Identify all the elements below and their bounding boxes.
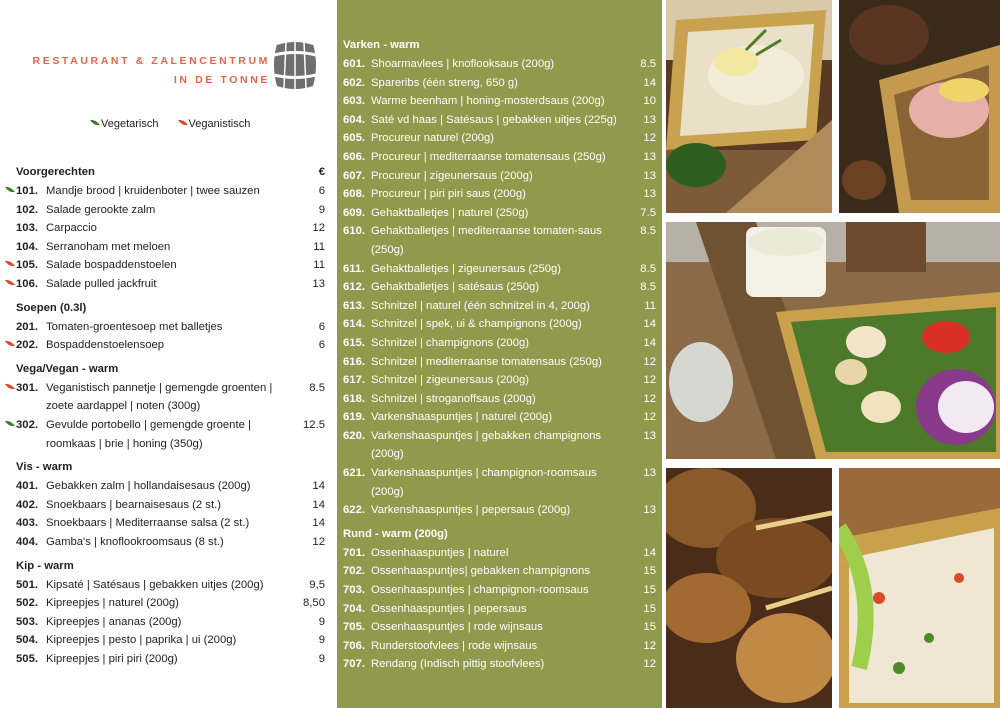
item-num: 612. (343, 281, 365, 294)
item-num: 202. (16, 339, 38, 352)
menu-item (337, 371, 662, 390)
menu-item (337, 544, 662, 563)
diet-mark (0, 201, 16, 220)
item-price: 13 (643, 150, 656, 163)
section-gap (0, 668, 337, 673)
menu-item (0, 256, 337, 275)
menu-item (337, 129, 662, 148)
restaurant-name (15, 52, 270, 90)
item-num: 606. (343, 150, 365, 163)
barrel-logo-icon (271, 38, 319, 92)
section-title: Voorgerechten (16, 166, 95, 178)
menu-item (337, 427, 662, 464)
food-photo-collage (662, 0, 1000, 708)
item-name: Gamba's | knoflookroomsaus (8 st.) (46, 535, 224, 548)
item-num: 403. (16, 517, 38, 530)
item-num: 618. (343, 392, 365, 405)
item-name: Procureur | mediterraanse tomatensaus (250g) (371, 150, 606, 163)
menu-item (0, 477, 337, 496)
menu-item (337, 334, 662, 353)
item-price: 12 (643, 658, 656, 671)
item-name: Schnitzel | naturel (één schnitzel in 4, 200g) (371, 299, 590, 312)
item-name: Saté vd haas | Satésaus | gebakken uitjes (225g) (371, 113, 617, 126)
brand-line-2: IN DE TONNE (173, 74, 270, 86)
item-name: Gevulde portobello | gemengde groente | roomkaas | brie | honing (350g) (46, 418, 251, 450)
currency-label: € (318, 166, 325, 178)
menu-item (337, 74, 662, 93)
item-num: 603. (343, 95, 365, 108)
item-name: Rendang (Indisch pittig stoofvlees) (371, 658, 545, 671)
vegan-leaf-icon (5, 340, 15, 347)
menu-item (337, 464, 662, 501)
item-price: 15 (643, 621, 656, 634)
item-price: 13 (643, 113, 656, 126)
item-name: Kipreepjes | piri piri (200g) (46, 652, 178, 665)
menu-item (337, 204, 662, 223)
menu-item (337, 562, 662, 581)
diet-mark (0, 631, 16, 650)
item-price: 12 (643, 132, 656, 145)
vegetarian-leaf-icon (5, 420, 15, 427)
item-num: 502. (16, 597, 38, 610)
item-num: 503. (16, 615, 38, 628)
diet-mark (0, 256, 16, 275)
item-price: 14 (643, 76, 656, 89)
item-name: Carpaccio (46, 222, 97, 235)
diet-mark (0, 318, 16, 337)
vegan-leaf-icon (5, 260, 15, 267)
item-name: Spareribs (één streng, 650 g) (371, 76, 518, 89)
item-num: 402. (16, 498, 38, 511)
item-price: 8.5 (640, 281, 656, 294)
menu-item (0, 514, 337, 533)
item-price: 8.5 (640, 262, 656, 275)
item-num: 617. (343, 374, 365, 387)
item-price: 13 (643, 169, 656, 182)
menu-item (337, 297, 662, 316)
item-num: 621. (343, 467, 365, 480)
diet-mark (0, 613, 16, 632)
menu-item (0, 533, 337, 552)
section-title: Vega/Vegan - warm (16, 362, 119, 375)
currency-label (297, 458, 325, 477)
item-price: 15 (643, 584, 656, 597)
item-name: Gehaktballetjes | mediterraanse tomaten-saus (250g) (371, 225, 602, 256)
item-price: 9 (318, 634, 325, 647)
menu-item (0, 238, 337, 257)
item-num: 103. (16, 222, 38, 235)
item-price: 6 (318, 185, 325, 197)
item-name: Schnitzel | zigeunersaus (200g) (371, 374, 530, 387)
item-num: 504. (16, 634, 38, 647)
item-price: 14 (643, 318, 656, 331)
item-price: 12 (312, 535, 325, 548)
item-price: 14 (643, 336, 656, 349)
item-name: Kipreepjes | pesto | paprika | ui (200g) (46, 634, 237, 647)
item-num: 501. (16, 578, 38, 591)
item-num: 704. (343, 602, 365, 615)
item-name: Salade gerookte zalm (46, 203, 156, 216)
menu-item (0, 496, 337, 515)
section-heading (0, 557, 337, 576)
menu-item (337, 55, 662, 74)
item-price: 8.5 (640, 58, 656, 70)
item-price: 15 (643, 602, 656, 615)
diet-mark (0, 275, 16, 294)
item-name: Salade pulled jackfruit (46, 277, 157, 290)
menu-item (337, 637, 662, 656)
photo-sate-dish (666, 468, 832, 708)
item-price: 13 (643, 429, 656, 442)
section-heading: Rund - warm (200g) (343, 527, 448, 540)
currency-label (297, 557, 325, 576)
item-price: 12 (643, 392, 656, 405)
item-num: 607. (343, 169, 365, 182)
item-price: 12 (643, 355, 656, 368)
item-name: Procureur naturel (200g) (371, 132, 495, 145)
item-price: 13 (643, 188, 656, 201)
diet-mark (0, 238, 16, 257)
menu-item (337, 618, 662, 637)
section-gap (337, 674, 662, 679)
menu-item (0, 336, 337, 355)
item-price: 9 (318, 652, 325, 665)
diet-mark (0, 336, 16, 355)
item-name: Snoekbaars | Mediterraanse salsa (2 st.) (46, 517, 250, 530)
item-name: Tomaten-groentesoep met balletjes (46, 320, 223, 333)
section-heading (0, 299, 337, 318)
item-num: 610. (343, 225, 365, 238)
item-price: 7.5 (640, 206, 656, 219)
item-num: 605. (343, 132, 365, 145)
item-num: 705. (343, 621, 365, 634)
item-price: 6 (318, 320, 325, 333)
item-num: 616. (343, 355, 365, 368)
photo-salad-dish (666, 222, 1000, 459)
item-price: 9 (318, 615, 325, 628)
menu-item (337, 408, 662, 427)
menu-item (337, 92, 662, 111)
item-name: Ossenhaaspuntjes | naturel (371, 546, 509, 559)
item-num: 611. (343, 262, 365, 275)
menu-item (337, 353, 662, 372)
item-num: 604. (343, 113, 365, 126)
menu-item (0, 416, 337, 453)
menu-item (0, 631, 337, 650)
item-price: 10 (643, 95, 656, 108)
photo-ham-dish (839, 0, 1000, 213)
item-price: 12 (643, 374, 656, 387)
item-num: 401. (16, 480, 38, 493)
section-heading (0, 163, 337, 182)
item-num: 707. (343, 658, 365, 671)
legend-vegetarian: Vegetarisch (90, 118, 166, 130)
item-num: 706. (343, 639, 365, 652)
section-heading (0, 458, 337, 477)
item-price: 12.5 (303, 418, 325, 431)
item-price: 12 (312, 222, 325, 235)
item-name: Salade bospaddenstoelen (46, 259, 177, 272)
vegetarian-leaf-icon (5, 186, 15, 193)
vegan-leaf-icon (178, 119, 188, 126)
diet-mark (0, 416, 16, 453)
item-name: Shoarmavlees | knoflooksaus (200g) (371, 58, 555, 70)
menu-item (337, 390, 662, 409)
left-menu-list (0, 163, 337, 673)
item-price: 8,50 (303, 597, 325, 610)
menu-item (0, 613, 337, 632)
section-title: Soepen (0.3l) (16, 301, 87, 314)
menu-item (0, 576, 337, 595)
item-num: 614. (343, 318, 365, 331)
item-name: Kipsaté | Satésaus | gebakken uitjes (200g) (46, 578, 264, 591)
item-name: Gehaktballetjes | satésaus (250g) (371, 281, 540, 294)
item-num: 104. (16, 240, 38, 253)
item-num: 620. (343, 429, 365, 442)
diet-mark (0, 496, 16, 515)
section-heading: Varken - warm (343, 39, 420, 51)
item-num: 201. (16, 320, 38, 333)
item-name: Ossenhaaspuntjes | rode wijnsaus (371, 621, 543, 634)
menu-item (0, 182, 337, 201)
item-name: Ossenhaaspuntjes| gebakken champignons (371, 565, 590, 578)
menu-item (0, 219, 337, 238)
menu-item (0, 379, 337, 416)
item-name: Ossenhaaspuntjes | champignon-roomsaus (371, 584, 589, 597)
diet-mark (0, 219, 16, 238)
menu-item (337, 148, 662, 167)
item-name: Gehaktballetjes | naturel (250g) (371, 206, 529, 219)
item-price: 14 (312, 480, 325, 493)
item-num: 505. (16, 652, 38, 665)
menu-item (337, 501, 662, 520)
menu-item (0, 650, 337, 669)
item-name: Kipreepjes | naturel (200g) (46, 597, 179, 610)
item-num: 609. (343, 206, 365, 219)
diet-mark (0, 533, 16, 552)
brand-line-1: RESTAURANT & ZALENCENTRUM (32, 55, 270, 67)
item-num: 301. (16, 381, 38, 394)
menu-item (0, 594, 337, 613)
menu-item (337, 278, 662, 297)
item-name: Schnitzel | spek, ui & champignons (200g) (371, 318, 582, 331)
menu-item (0, 318, 337, 337)
item-price: 11 (644, 299, 656, 312)
item-price: 15 (643, 565, 656, 578)
item-name: Schnitzel | champignons (200g) (371, 336, 530, 349)
item-name: Snoekbaars | bearnaisesaus (2 st.) (46, 498, 221, 511)
item-num: 101. (16, 185, 38, 197)
item-num: 701. (343, 546, 365, 559)
diet-mark (0, 650, 16, 669)
item-name: Gehaktballetjes | zigeunersaus (250g) (371, 262, 562, 275)
diet-mark (0, 379, 16, 416)
item-name: Bospaddenstoelensoep (46, 339, 165, 352)
menu-item (0, 201, 337, 220)
item-price: 13 (643, 467, 656, 480)
item-price: 14 (643, 546, 656, 559)
item-name: Varkenshaaspuntjes | champignon-roomsaus (200g) (371, 467, 597, 498)
middle-menu-list (337, 36, 662, 679)
menu-item (337, 581, 662, 600)
item-price: 14 (312, 498, 325, 511)
menu-item (337, 315, 662, 334)
item-name: Varkenshaaspuntjes | pepersaus (200g) (371, 504, 571, 517)
middle-menu-column (337, 0, 662, 708)
menu-item (337, 185, 662, 204)
section-title: Kip - warm (16, 559, 74, 572)
menu-item (337, 600, 662, 619)
photo-fish-dish (666, 0, 832, 213)
item-name: Procureur | piri piri saus (200g) (371, 188, 526, 201)
section-heading (0, 360, 337, 379)
item-num: 302. (16, 418, 38, 431)
item-num: 102. (16, 203, 38, 216)
item-num: 619. (343, 411, 365, 424)
menu-item (337, 260, 662, 279)
item-num: 613. (343, 299, 365, 312)
item-name: Schnitzel | mediterraanse tomatensaus (250g) (371, 355, 602, 368)
menu-item (337, 167, 662, 186)
legend-vegan: Veganistisch (178, 118, 259, 130)
item-name: Serranoham met meloen (46, 240, 171, 253)
item-num: 404. (16, 535, 38, 548)
item-price: 11 (313, 259, 325, 272)
item-num: 106. (16, 277, 38, 290)
diet-legend (90, 118, 266, 130)
item-price: 12 (643, 639, 656, 652)
item-name: Gebakken zalm | hollandaisesaus (200g) (46, 480, 251, 493)
item-num: 602. (343, 76, 365, 89)
menu-item (0, 275, 337, 294)
item-num: 703. (343, 584, 365, 597)
left-menu-column (0, 0, 337, 708)
item-price: 13 (312, 277, 325, 290)
section-title: Vis - warm (16, 461, 73, 474)
menu-item (337, 222, 662, 259)
item-name: Varkenshaaspuntjes | gebakken champignons (200g) (371, 429, 602, 461)
item-price: 9,5 (309, 578, 325, 591)
item-name: Veganistisch pannetje | gemengde groenten | zoete aardappel | noten (300g) (46, 381, 273, 413)
vegan-leaf-icon (5, 279, 15, 286)
vegan-leaf-icon (5, 383, 15, 390)
menu-item (337, 111, 662, 130)
item-price: 12 (643, 411, 656, 424)
item-name: Procureur | zigeunersaus (200g) (371, 169, 533, 182)
item-num: 608. (343, 188, 365, 201)
diet-mark (0, 514, 16, 533)
item-num: 601. (343, 58, 365, 70)
diet-mark (0, 477, 16, 496)
item-num: 622. (343, 504, 365, 517)
item-num: 615. (343, 336, 365, 349)
item-price: 14 (312, 517, 325, 530)
item-price: 6 (318, 339, 325, 352)
item-num: 105. (16, 259, 38, 272)
item-name: Schnitzel | stroganoffsaus (200g) (371, 392, 536, 405)
item-num: 702. (343, 565, 365, 578)
item-name: Ossenhaaspuntjes | pepersaus (371, 602, 527, 615)
item-price: 13 (643, 504, 656, 517)
photo-rice-dish (839, 468, 1000, 708)
currency-label (297, 360, 325, 379)
currency-label (297, 299, 325, 318)
item-name: Kipreepjes | ananas (200g) (46, 615, 182, 628)
diet-mark (0, 182, 16, 201)
menu-item (337, 655, 662, 674)
item-price: 8.5 (640, 225, 656, 238)
item-name: Varkenshaaspuntjes | naturel (200g) (371, 411, 553, 424)
item-price: 11 (313, 240, 325, 253)
item-price: 9 (318, 203, 325, 216)
vegetarian-leaf-icon (90, 119, 100, 126)
diet-mark (0, 576, 16, 595)
item-name: Mandje brood | kruidenboter | twee sauzen (46, 185, 260, 197)
item-price: 8.5 (309, 381, 325, 394)
item-name: Warme beenham | honing-mosterdsaus (200g) (371, 95, 605, 108)
item-name: Runderstoofvlees | rode wijnsaus (371, 639, 538, 652)
diet-mark (0, 594, 16, 613)
